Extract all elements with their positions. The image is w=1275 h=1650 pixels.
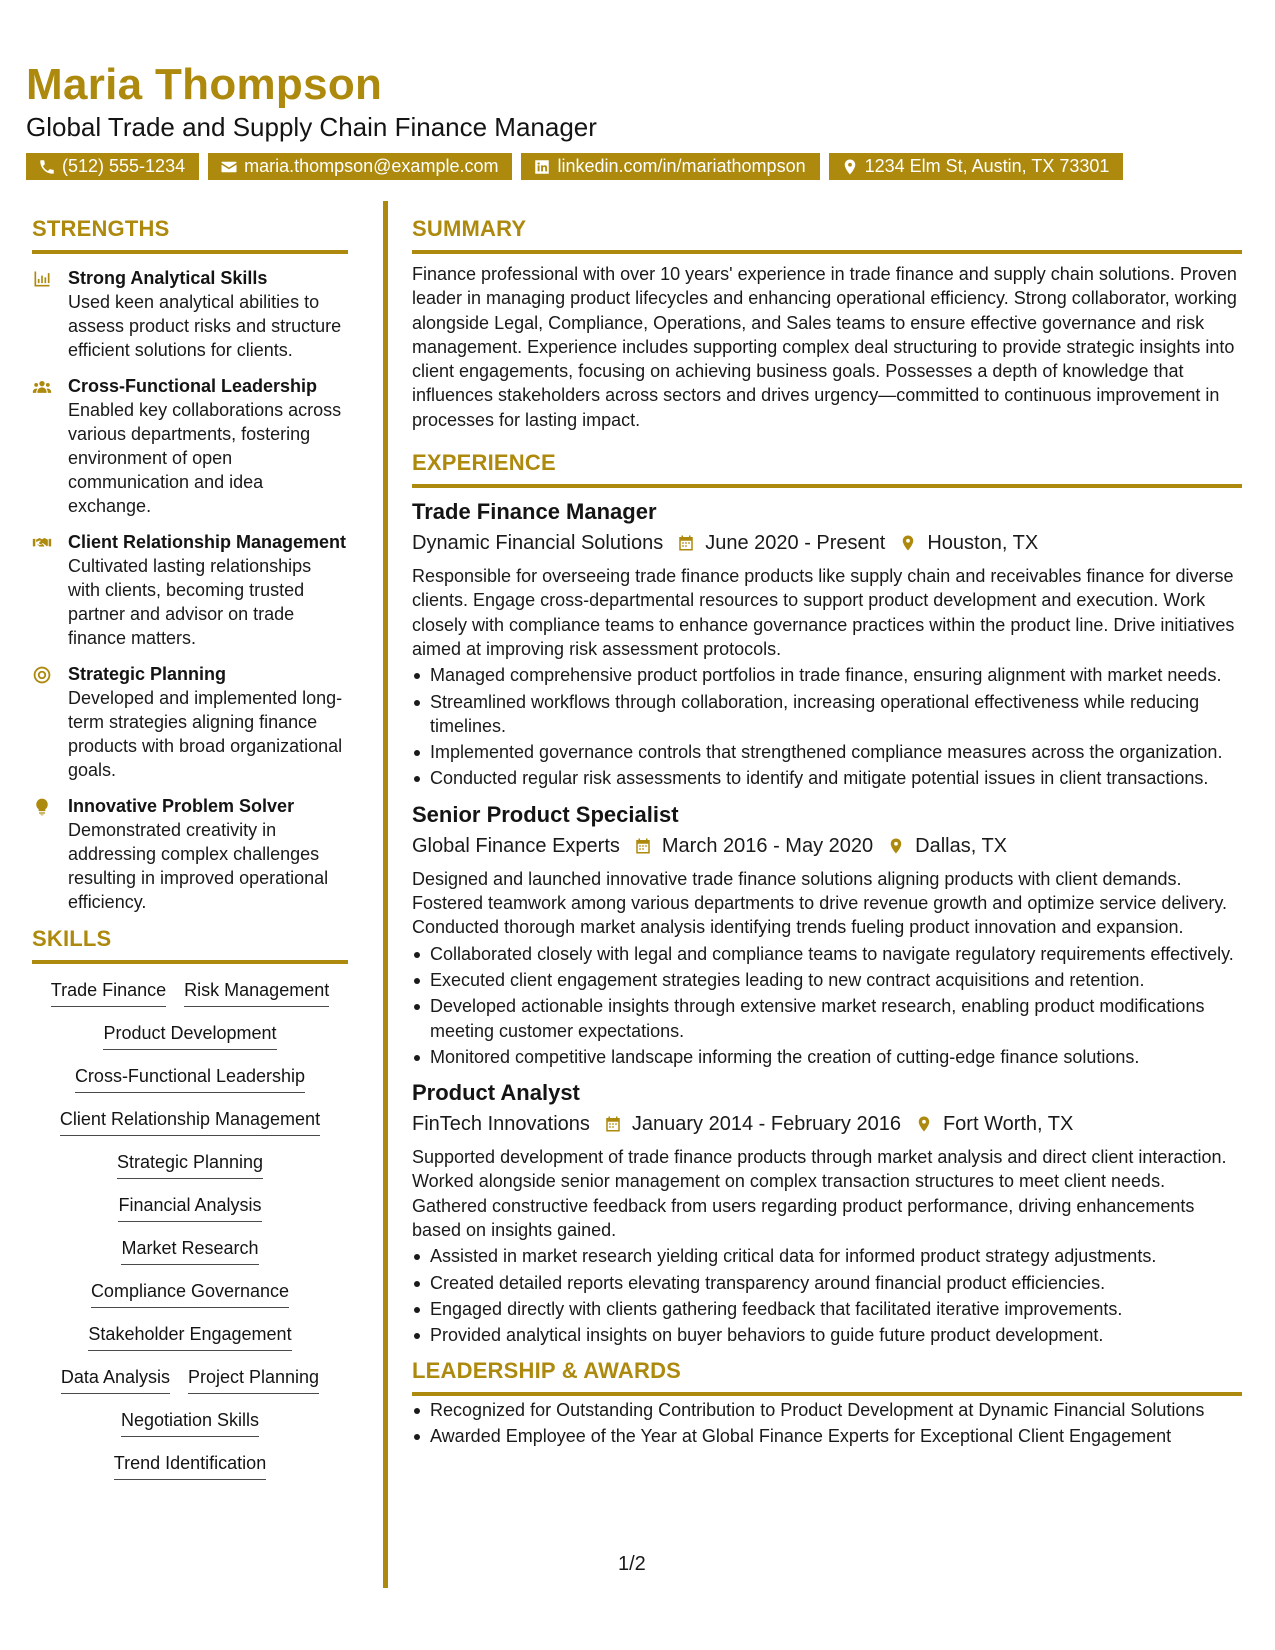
skill-tag: Financial Analysis — [118, 1193, 261, 1222]
strength-title: Innovative Problem Solver — [68, 796, 295, 816]
job-dates: March 2016 - May 2020 — [661, 834, 874, 857]
strength-title: Strategic Planning — [68, 664, 227, 684]
strength-desc: Enabled key collaborations across various departments, fostering environment of open communication and idea exchange. — [68, 400, 342, 516]
experience-heading: EXPERIENCE — [412, 450, 1242, 488]
skill-tag: Risk Management — [184, 978, 329, 1007]
award-item: Awarded Employee of the Year at Global Finance Experts for Exceptional Client Engagement — [412, 1424, 1242, 1448]
skill-tag: Client Relationship Management — [60, 1107, 320, 1136]
strength-item — [32, 794, 348, 914]
summary-heading: SUMMARY — [412, 216, 1242, 254]
job-dates: January 2014 - February 2016 — [631, 1113, 901, 1136]
calendar-icon — [634, 836, 652, 856]
skill-tag: Cross-Functional Leadership — [75, 1064, 305, 1093]
skill-tag: Stakeholder Engagement — [88, 1322, 291, 1351]
leadership-heading: LEADERSHIP & AWARDS — [412, 1358, 1242, 1396]
job-meta — [412, 1109, 1242, 1139]
job-dates: June 2020 - Present — [705, 532, 886, 555]
candidate-title: Global Trade and Supply Chain Finance Manager — [26, 112, 597, 143]
awards-list — [412, 1398, 1242, 1449]
job-company: FinTech Innovations — [412, 1113, 590, 1136]
column-divider — [383, 201, 388, 1588]
strengths-heading: STRENGTHS — [32, 216, 348, 254]
strength-item — [32, 662, 348, 782]
job-bullet: Conducted regular risk assessments to identify and mitigate potential issues in client transactions. — [412, 766, 1242, 790]
job-bullets — [412, 1244, 1242, 1347]
strength-title: Client Relationship Management — [68, 532, 347, 552]
phone-icon — [38, 158, 56, 176]
resume-header — [26, 62, 1246, 180]
skill-tag: Product Development — [103, 1021, 276, 1050]
strength-title: Cross-Functional Leadership — [68, 376, 318, 396]
strength-desc: Used keen analytical abilities to assess product risks and structure efficient solutions for clients. — [68, 292, 342, 360]
job-bullet: Collaborated closely with legal and compliance teams to navigate regulatory requirements effectively. — [412, 942, 1242, 966]
job-title: Product Analyst — [412, 1080, 580, 1106]
skills-list — [32, 978, 348, 1480]
left-column — [32, 216, 348, 1480]
job-entry — [412, 1079, 1242, 1347]
job-entry — [412, 801, 1242, 1069]
job-entry — [412, 498, 1242, 791]
skill-tag: Compliance Governance — [91, 1279, 289, 1308]
map-pin-icon — [915, 1114, 933, 1134]
skill-tag: Market Research — [121, 1236, 258, 1265]
address-text: 1234 Elm St, Austin, TX 73301 — [864, 156, 1110, 177]
phone-text: (512) 555-1234 — [62, 156, 186, 177]
strength-desc: Cultivated lasting relationships with clients, becoming trusted partner and advisor on trade finance matters. — [68, 556, 312, 648]
strengths-list — [32, 266, 348, 914]
job-title: Senior Product Specialist — [412, 801, 679, 827]
job-bullet: Developed actionable insights through extensive market research, enabling product modifications meeting customer expectations. — [412, 994, 1242, 1043]
strength-desc: Demonstrated creativity in addressing complex challenges resulting in improved operational efficiency. — [68, 820, 329, 912]
calendar-icon — [604, 1114, 622, 1134]
job-bullet: Assisted in market research yielding critical data for informed product strategy adjustments. — [412, 1244, 1242, 1268]
linkedin-text: linkedin.com/in/mariathompson — [557, 156, 806, 177]
job-bullet: Managed comprehensive product portfolios in trade finance, ensuring alignment with market needs. — [412, 663, 1242, 687]
skill-tag: Project Planning — [188, 1365, 319, 1394]
calendar-icon — [677, 533, 695, 553]
strength-item — [32, 374, 348, 518]
right-column — [412, 216, 1242, 1450]
skills-heading: SKILLS — [32, 926, 348, 964]
job-title: Trade Finance Manager — [412, 499, 657, 525]
skill-tag: Strategic Planning — [117, 1150, 263, 1179]
page-number: 1/2 — [618, 1553, 646, 1575]
target-icon — [32, 665, 52, 685]
job-meta — [412, 831, 1242, 861]
job-bullet: Executed client engagement strategies leading to new contract acquisitions and retention. — [412, 968, 1242, 992]
job-bullet: Implemented governance controls that strengthened compliance measures across the organization. — [412, 740, 1242, 764]
handshake-icon — [32, 533, 52, 553]
job-bullet: Streamlined workflows through collaboration, increasing operational effectiveness while reducing timelines. — [412, 690, 1242, 739]
job-bullet: Provided analytical insights on buyer behaviors to guide future product development. — [412, 1323, 1242, 1347]
contact-bar — [26, 153, 1246, 180]
job-description: Designed and launched innovative trade finance solutions aligning products with client demands. Fostered teamwork among various departments to drive revenue growth and optimize service delivery. Conducted thorough market analysis identifying trends fueling product innovation and expansion. — [412, 868, 1228, 938]
job-bullet: Monitored competitive landscape informing the creation of cutting-edge finance solutions. — [412, 1045, 1242, 1069]
award-item: Recognized for Outstanding Contribution to Product Development at Dynamic Financial Solutions — [412, 1398, 1242, 1422]
strength-desc: Developed and implemented long-term strategies aligning finance products with broad organizational goals. — [68, 688, 343, 780]
map-pin-icon — [899, 533, 917, 553]
map-pin-icon — [841, 158, 859, 176]
candidate-name: Maria Thompson — [26, 60, 383, 109]
job-company: Dynamic Financial Solutions — [412, 532, 664, 555]
job-bullet: Created detailed reports elevating transparency around financial product efficiencies. — [412, 1271, 1242, 1295]
strength-title: Strong Analytical Skills — [68, 268, 268, 288]
skill-tag: Trend Identification — [114, 1451, 266, 1480]
summary-text: Finance professional with over 10 years' experience in trade finance and supply chain solutions. Proven leader in managing product lifecycles and enhancing operational efficiency. Strong collaborator, working alongside Legal, Compliance, Operations, and Sales teams to ensure effective governance and risk management. Experience includes supporting complex deal structuring to provide strategic insights into client engagements, focusing on achieving business goals. Possesses a depth of knowledge that influences stakeholders across sectors and drives urgency—committed to continuous improvement in processes for lasting impact. — [412, 264, 1237, 430]
strength-item — [32, 530, 348, 650]
contact-address[interactable] — [829, 153, 1124, 180]
job-location: Houston, TX — [927, 532, 1039, 555]
contact-email[interactable] — [208, 153, 512, 180]
job-description: Responsible for overseeing trade finance products like supply chain and receivables finance for diverse clients. Engage cross-departmental resources to support product development and execution. Work closely with compliance teams to enhance governance practices within the product line. Drive initiatives aimed at improving risk assessment protocols. — [412, 566, 1235, 659]
job-location: Dallas, TX — [915, 834, 1008, 857]
users-icon — [32, 377, 52, 397]
job-bullets — [412, 663, 1242, 790]
bar-chart-icon — [32, 269, 52, 289]
job-bullets — [412, 942, 1242, 1069]
skill-tag: Negotiation Skills — [121, 1408, 259, 1437]
contact-phone[interactable] — [26, 153, 199, 180]
job-bullet: Engaged directly with clients gathering feedback that facilitated iterative improvements. — [412, 1297, 1242, 1321]
job-description: Supported development of trade finance products through market analysis and direct client interaction. Worked alongside senior management on complex transaction structures to meet client needs. Gathered constructive feedback from users regarding product performance, driving enhancements based on insights gained. — [412, 1147, 1227, 1241]
job-meta — [412, 528, 1242, 558]
linkedin-icon — [533, 158, 551, 176]
job-company: Global Finance Experts — [412, 834, 620, 857]
lightbulb-icon — [32, 797, 52, 817]
email-text: maria.thompson@example.com — [244, 156, 499, 177]
skill-tag: Trade Finance — [51, 978, 166, 1007]
strength-item — [32, 266, 348, 362]
skill-tag: Data Analysis — [61, 1365, 170, 1394]
contact-linkedin[interactable] — [521, 153, 819, 180]
job-location: Fort Worth, TX — [942, 1113, 1074, 1136]
map-pin-icon — [887, 836, 905, 856]
envelope-icon — [220, 158, 238, 176]
